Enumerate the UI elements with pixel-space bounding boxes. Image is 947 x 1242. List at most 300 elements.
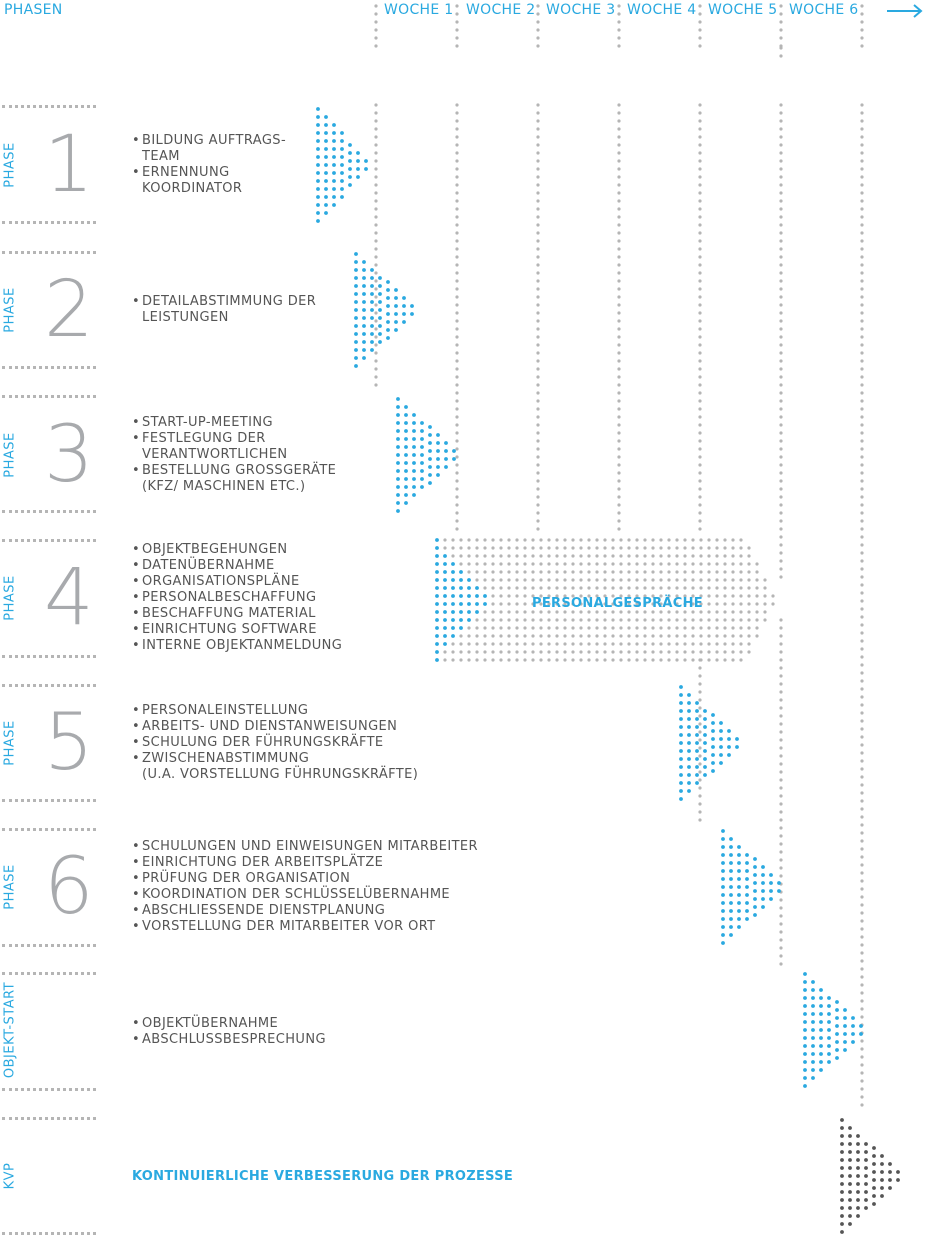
- phase-4-bar-dot: [707, 658, 710, 661]
- phase-3-number: 3: [44, 410, 94, 500]
- phase-3-arrow: [404, 429, 408, 433]
- week-gridline: [617, 311, 620, 314]
- phase-4-bar-dot: [731, 594, 734, 597]
- phase-4-bar-dot: [515, 554, 518, 557]
- phase-2-arrow: [410, 312, 414, 316]
- kvp-arrow: [840, 1118, 844, 1122]
- week-gridline: [536, 263, 539, 266]
- phase-4-bar-dot: [715, 642, 718, 645]
- week-gridline: [374, 367, 377, 370]
- phase-4-bar-dot: [515, 650, 518, 653]
- week-gridline: [698, 287, 701, 290]
- phase-4-bar-dot: [627, 618, 630, 621]
- week-gridline: [455, 207, 458, 210]
- week-gridline: [860, 231, 863, 234]
- phase-4-bar-dot: [531, 538, 534, 541]
- week-gridline: [860, 559, 863, 562]
- kvp-arrow: [888, 1170, 892, 1174]
- kvp-arrow: [848, 1150, 852, 1154]
- week-gridline: [860, 807, 863, 810]
- objekt-start-arrow: [803, 972, 807, 976]
- week-gridline: [779, 842, 782, 845]
- week-gridline: [860, 551, 863, 554]
- week-gridline: [617, 399, 620, 402]
- phase-4-bar-dot: [643, 658, 646, 661]
- phase-6-arrow: [729, 925, 733, 929]
- phase-4-bar-dot: [531, 554, 534, 557]
- phase-4-bar-dot: [699, 586, 702, 589]
- phase-4-bar-dot: [619, 650, 622, 653]
- week-gridline: [779, 327, 782, 330]
- phase-5-arrow: [719, 745, 723, 749]
- week-gridline: [860, 959, 863, 962]
- phase-5-arrow: [695, 701, 699, 705]
- phase-5-arrow: [687, 733, 691, 737]
- phase-4-bar-dot: [747, 626, 750, 629]
- task-item: • ORGANISATIONSPLÄNE: [132, 574, 342, 590]
- phase-4-bar-dot: [611, 570, 614, 573]
- kvp-arrow: [888, 1186, 892, 1190]
- phase-1-arrow: [364, 167, 368, 171]
- week-gridline: [698, 690, 701, 693]
- phase-4-bar-dot: [459, 650, 462, 653]
- week-gridline: [617, 503, 620, 506]
- week-gridline: [860, 607, 863, 610]
- week-gridline: [536, 239, 539, 242]
- phase-4-bar-dot: [563, 554, 566, 557]
- phase-3-arrow: [420, 461, 424, 465]
- week-gridline: [779, 575, 782, 578]
- objekt-start-arrow: [835, 1008, 839, 1012]
- objekt-start-tasks: [132, 1016, 326, 1048]
- phase-4-bar-dot: [707, 570, 710, 573]
- week-gridline: [698, 135, 701, 138]
- phase-5-arrow: [703, 733, 707, 737]
- week-gridline: [860, 487, 863, 490]
- objekt-start-arrow: [811, 1044, 815, 1048]
- week-gridline: [860, 391, 863, 394]
- phase-4-bar-dot: [547, 546, 550, 549]
- week-gridline: [860, 423, 863, 426]
- phase-4-bar-dot: [643, 618, 646, 621]
- header-separator: [617, 20, 620, 23]
- phase-4-bar-dot: [755, 570, 758, 573]
- phase-4-arrow-dot: [443, 602, 447, 606]
- week-gridline: [860, 967, 863, 970]
- phase-4-tasks: [132, 542, 342, 654]
- week-gridline: [455, 351, 458, 354]
- phase-4-bar-dot: [707, 602, 710, 605]
- phase-4-bar-dot: [659, 546, 662, 549]
- week-gridline: [779, 866, 782, 869]
- phase-4-arrow-dot: [435, 634, 439, 638]
- phase-6-number: 6: [44, 842, 94, 932]
- phase-1-arrow: [324, 179, 328, 183]
- phase-4-bar-dot: [723, 546, 726, 549]
- phase-4-bar-dot: [523, 554, 526, 557]
- phase-4-bar-dot: [483, 538, 486, 541]
- phase-4-bar-dot: [659, 626, 662, 629]
- phase-1-arrow: [348, 183, 352, 187]
- phase-4-bar-dot: [715, 554, 718, 557]
- phase-4-bar-dot: [683, 618, 686, 621]
- objekt-start-arrow: [835, 1024, 839, 1028]
- phase-2-arrow: [354, 364, 358, 368]
- kvp-arrow: [848, 1134, 852, 1138]
- week-gridline: [860, 935, 863, 938]
- phase-4-bar-dot: [563, 546, 566, 549]
- week-gridline: [860, 511, 863, 514]
- phase-4-number: 4: [44, 553, 94, 643]
- phase-6-arrow: [737, 885, 741, 889]
- phase-4-bar-dot: [603, 570, 606, 573]
- phase-4-bar-dot: [499, 538, 502, 541]
- week-gridline: [698, 207, 701, 210]
- week-gridline: [536, 191, 539, 194]
- phase-1-arrow: [340, 147, 344, 151]
- week-gridline: [779, 746, 782, 749]
- header-separator: [374, 44, 377, 47]
- week-gridline: [779, 447, 782, 450]
- phase-3-arrow: [428, 433, 432, 437]
- week-gridline: [617, 463, 620, 466]
- week-gridline: [374, 135, 377, 138]
- week-gridline: [455, 159, 458, 162]
- phase-2-arrow: [394, 328, 398, 332]
- week-gridline: [536, 247, 539, 250]
- week-gridline: [779, 159, 782, 162]
- phase-4-bar-dot: [747, 634, 750, 637]
- week-gridline: [617, 231, 620, 234]
- phase-4-bar-dot: [483, 650, 486, 653]
- phase-5-arrow: [695, 709, 699, 713]
- task-item: • ZWISCHENABSTIMMUNG (U.A. VORSTELLUNG FÜHRUNGSKRÄFTE): [132, 751, 418, 783]
- week-gridline: [779, 247, 782, 250]
- phase-2-arrow: [362, 316, 366, 320]
- phase-4-arrow-dot: [443, 610, 447, 614]
- phase-4-bar-dot: [739, 570, 742, 573]
- phase-5-arrow: [719, 721, 723, 725]
- week-gridline: [455, 127, 458, 130]
- phase-5-arrow: [735, 737, 739, 741]
- phase-4-bar-dot: [739, 594, 742, 597]
- phase-4-arrow-dot: [459, 578, 463, 582]
- week-gridline: [860, 975, 863, 978]
- week-gridline: [860, 375, 863, 378]
- phase-4-bar-dot: [595, 578, 598, 581]
- phase-4-bar-dot: [611, 546, 614, 549]
- week-gridline: [455, 527, 458, 530]
- phase-6-arrow: [737, 917, 741, 921]
- week-gridline: [455, 135, 458, 138]
- phase-4-arrow-dot: [435, 554, 439, 558]
- phase-4-bar-dot: [667, 570, 670, 573]
- week-gridline: [374, 255, 377, 258]
- week-gridline: [860, 463, 863, 466]
- phase-4-bar-dot: [763, 602, 766, 605]
- week-gridline: [536, 383, 539, 386]
- phase-3-arrow: [396, 429, 400, 433]
- kvp-arrow: [856, 1150, 860, 1154]
- phase-3-arrow: [420, 453, 424, 457]
- phase-4-bar-dot: [715, 546, 718, 549]
- kvp-arrow: [896, 1178, 900, 1182]
- week-gridline: [617, 167, 620, 170]
- phase-1-arrow: [332, 155, 336, 159]
- phase-4-bar-dot: [603, 626, 606, 629]
- objekt-start-arrow: [827, 1044, 831, 1048]
- phase-4-bar-dot: [667, 626, 670, 629]
- phase-1-arrow: [332, 163, 336, 167]
- phase-5-arrow: [687, 789, 691, 793]
- header-separator: [455, 12, 458, 15]
- phase-4-bar-dot: [715, 570, 718, 573]
- phase-4-bar-dot: [683, 634, 686, 637]
- week-gridline: [698, 143, 701, 146]
- week-gridline: [698, 818, 701, 821]
- week-gridline: [698, 698, 701, 701]
- phase-4-bar-dot: [467, 538, 470, 541]
- kvp-arrow: [840, 1230, 844, 1234]
- phase-5-arrow: [703, 773, 707, 777]
- phase-4-bar-dot: [499, 618, 502, 621]
- week-gridline: [617, 375, 620, 378]
- phase-4-bar-dot: [451, 538, 454, 541]
- phase-4-bar-dot: [499, 650, 502, 653]
- row-separator: [2, 395, 96, 398]
- week-gridline: [779, 103, 782, 106]
- header-separator: [779, 12, 782, 15]
- phase-4-bar-dot: [755, 626, 758, 629]
- phase-4-bar-dot: [571, 570, 574, 573]
- row-separator: [2, 1088, 96, 1091]
- kvp-arrow: [864, 1190, 868, 1194]
- phase-4-arrow-dot: [451, 578, 455, 582]
- phase-4-bar-dot: [739, 650, 742, 653]
- phase-5-arrow: [679, 725, 683, 729]
- header-separator: [536, 12, 539, 15]
- phase-4-bar-dot: [699, 658, 702, 661]
- week-gridline: [779, 431, 782, 434]
- phase-4-bar-dot: [659, 658, 662, 661]
- phase-2-arrow: [386, 312, 390, 316]
- week-gridline: [860, 783, 863, 786]
- week-gridline: [455, 519, 458, 522]
- phase-4-bar-dot: [667, 538, 670, 541]
- phase-4-bar-dot: [627, 626, 630, 629]
- week-gridline: [860, 895, 863, 898]
- week-gridline: [860, 535, 863, 538]
- phase-6-arrow: [745, 885, 749, 889]
- phase-4-arrow-dot: [443, 626, 447, 630]
- phase-4-bar-dot: [539, 618, 542, 621]
- phase-5-arrow: [703, 741, 707, 745]
- phase-4-bar-dot: [747, 618, 750, 621]
- phase-1-arrow: [340, 187, 344, 191]
- week-gridline: [698, 407, 701, 410]
- phase-4-bar-dot: [675, 554, 678, 557]
- week-gridline: [698, 463, 701, 466]
- phase-5-arrow: [695, 773, 699, 777]
- phase-4-bar-dot: [619, 538, 622, 541]
- phase-3-arrow: [436, 441, 440, 445]
- phase-5-arrow: [679, 773, 683, 777]
- phase-4-bar-dot: [627, 538, 630, 541]
- objekt-start-arrow: [803, 1076, 807, 1080]
- week-gridline: [698, 786, 701, 789]
- week-gridline: [617, 183, 620, 186]
- week-gridline: [617, 287, 620, 290]
- phase-4-bar-dot: [659, 650, 662, 653]
- phase-4-bar-dot: [715, 562, 718, 565]
- week-gridline: [779, 858, 782, 861]
- week-gridline: [536, 103, 539, 106]
- header-separator: [698, 12, 701, 15]
- objekt-start-arrow: [819, 1028, 823, 1032]
- phase-4-bar-dot: [499, 554, 502, 557]
- phase-4-bar-dot: [451, 554, 454, 557]
- phase-5-arrow: [703, 765, 707, 769]
- objekt-start-label: OBJEKT-START: [2, 981, 18, 1079]
- week-gridline: [536, 391, 539, 394]
- phase-4-bar-dot: [739, 578, 742, 581]
- phase-4-bar-dot: [587, 650, 590, 653]
- week-gridline: [860, 127, 863, 130]
- week-gridline: [779, 722, 782, 725]
- header-separator: [617, 4, 620, 7]
- row-separator: [2, 684, 96, 687]
- kvp-arrow: [848, 1182, 852, 1186]
- phase-6-tasks: [132, 839, 478, 935]
- phase-4-bar-dot: [739, 602, 742, 605]
- phase-3-arrow: [444, 465, 448, 469]
- phase-4-bar-dot: [731, 586, 734, 589]
- phase-4-bar-dot: [635, 554, 638, 557]
- week-gridline: [536, 471, 539, 474]
- phase-5-arrow: [679, 693, 683, 697]
- week-gridline: [779, 263, 782, 266]
- phase-4-bar-dot: [667, 634, 670, 637]
- week-gridline: [860, 543, 863, 546]
- phase-4-bar-dot: [619, 562, 622, 565]
- phase-5-arrow: [711, 737, 715, 741]
- week-2-header: WOCHE 2: [466, 2, 536, 18]
- kvp-arrow: [856, 1134, 860, 1138]
- phase-4-bar-dot: [707, 578, 710, 581]
- objekt-start-arrow: [827, 1020, 831, 1024]
- header-separator: [860, 44, 863, 47]
- header-separator: [374, 28, 377, 31]
- phase-5-arrow: [679, 789, 683, 793]
- phase-4-bar-dot: [715, 626, 718, 629]
- phase-4-bar-dot: [595, 618, 598, 621]
- week-gridline: [779, 391, 782, 394]
- phase-2-arrow: [354, 332, 358, 336]
- phase-4-bar-dot: [707, 610, 710, 613]
- phase-3-arrow: [396, 509, 400, 513]
- phase-4-bar-dot: [443, 546, 446, 549]
- week-gridline: [779, 119, 782, 122]
- phase-6-arrow: [753, 865, 757, 869]
- week-gridline: [860, 343, 863, 346]
- phase-4-bar-dot: [667, 650, 670, 653]
- phase-4-arrow-dot: [451, 586, 455, 590]
- phase-3-arrow: [412, 453, 416, 457]
- phase-2-arrow: [378, 308, 382, 312]
- phase-5-tasks: [132, 703, 418, 783]
- phase-4-bar-dot: [579, 538, 582, 541]
- phase-5-arrow: [727, 737, 731, 741]
- phase-1-arrow: [348, 167, 352, 171]
- phase-5-arrow: [703, 725, 707, 729]
- phase-1-arrow: [324, 171, 328, 175]
- phase-4-bar-dot: [627, 650, 630, 653]
- phase-4-bar-dot: [531, 626, 534, 629]
- phase-4-bar-dot: [715, 658, 718, 661]
- phase-4-bar-dot: [763, 578, 766, 581]
- row-separator: [2, 1117, 96, 1120]
- phase-6-arrow: [721, 837, 725, 841]
- week-gridline: [779, 151, 782, 154]
- phase-4-bar-dot: [507, 642, 510, 645]
- week-gridline: [536, 367, 539, 370]
- week-gridline: [860, 111, 863, 114]
- week-gridline: [617, 255, 620, 258]
- header-separator: [779, 28, 782, 31]
- phase-2-arrow: [354, 300, 358, 304]
- phase-4-bar-dot: [467, 626, 470, 629]
- phase-1-arrow: [324, 187, 328, 191]
- week-gridline: [455, 463, 458, 466]
- phase-1-arrow: [324, 163, 328, 167]
- row-separator: [2, 105, 96, 108]
- phase-3-arrow: [404, 485, 408, 489]
- phase-4-bar-dot: [723, 586, 726, 589]
- week-gridline: [617, 527, 620, 530]
- phase-5-number: 5: [44, 698, 94, 788]
- phase-4-bar-dot: [587, 618, 590, 621]
- phase-4-bar-dot: [523, 626, 526, 629]
- week-gridline: [698, 495, 701, 498]
- phase-4-bar-dot: [555, 562, 558, 565]
- phase-4-bar-dot: [731, 618, 734, 621]
- phase-2-arrow: [370, 292, 374, 296]
- phase-4-bar-dot: [699, 642, 702, 645]
- kvp-arrow: [848, 1214, 852, 1218]
- header-separator: [779, 46, 782, 49]
- phase-4-bar-dot: [699, 562, 702, 565]
- phase-4-bar-dot: [595, 546, 598, 549]
- phase-4-bar-dot: [611, 554, 614, 557]
- phase-4-bar-dot: [539, 578, 542, 581]
- phase-3-arrow: [404, 461, 408, 465]
- phase-3-arrow: [428, 481, 432, 485]
- header-separator: [374, 4, 377, 7]
- week-gridline: [536, 231, 539, 234]
- phase-4-bar-dot: [643, 554, 646, 557]
- phase-4-bar-dot: [747, 562, 750, 565]
- week-5-header: WOCHE 5: [708, 2, 778, 18]
- phase-4-bar-dot: [723, 538, 726, 541]
- week-gridline: [779, 455, 782, 458]
- task-item: • BESTELLUNG GROSSGERÄTE (KFZ/ MASCHINEN ETC.): [132, 463, 336, 495]
- phase-4-bar-dot: [707, 642, 710, 645]
- week-gridline: [536, 143, 539, 146]
- phase-4-bar-dot: [539, 626, 542, 629]
- phase-4-bar-dot: [491, 538, 494, 541]
- phase-4-arrow-dot: [451, 602, 455, 606]
- phase-4-bar-dot: [563, 618, 566, 621]
